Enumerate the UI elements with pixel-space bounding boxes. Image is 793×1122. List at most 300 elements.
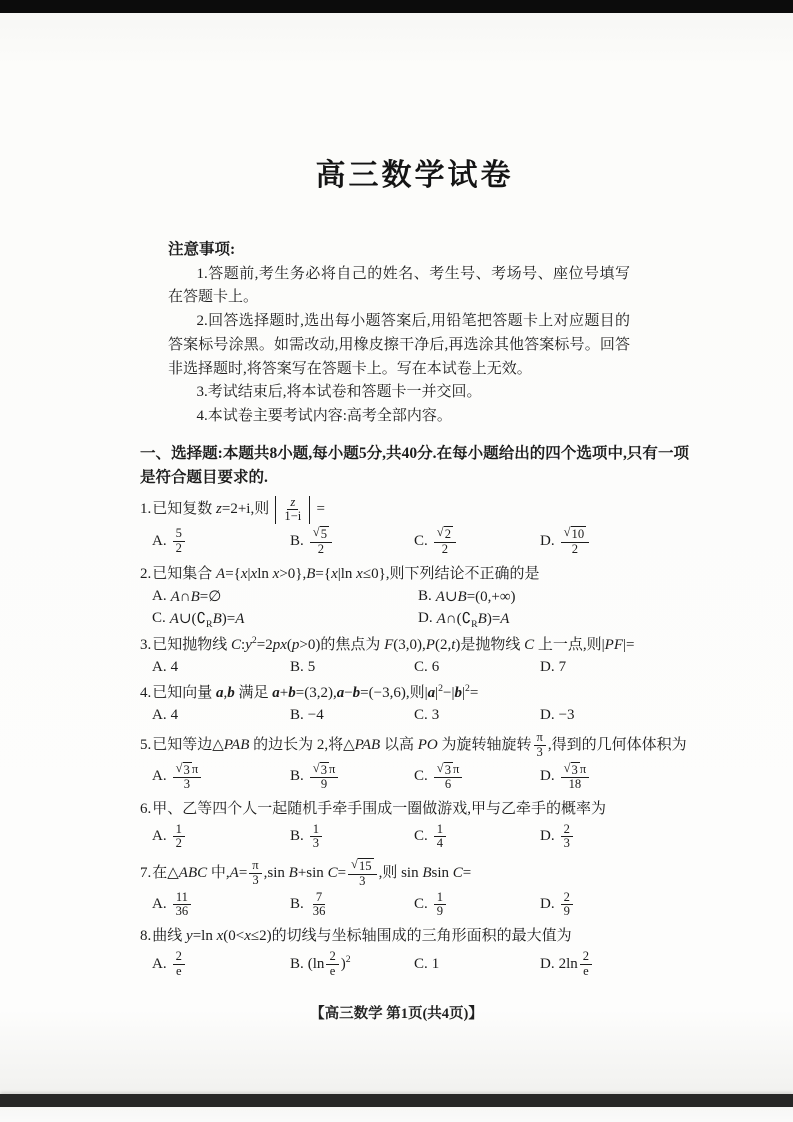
options-row [140,950,689,979]
math-text: 在△ [152,864,179,881]
math-text: 2 [317,541,325,556]
option-content [559,823,575,852]
math-variable: C [231,637,242,654]
option-D [540,762,689,792]
math-variable: B [477,611,487,628]
fraction [249,859,261,888]
math-text: >0}, [279,565,307,582]
question-number: 4. [140,685,152,702]
question-4 [140,683,689,724]
math-text: |ln [337,565,357,582]
question-stem-text [152,494,325,524]
math-text: 3 [320,762,327,777]
math-text: 1 [431,955,440,972]
fraction-numerator [310,762,339,778]
question-number: 7. [140,864,152,881]
math-variable: B [288,864,298,881]
sqrt-radical [564,762,580,777]
math-variable: z [216,501,222,518]
fraction [173,891,192,920]
option-label: B. [290,532,304,549]
radical-sign: √ [563,760,571,775]
math-variable: t [451,637,456,654]
math-text: 1 [175,821,182,836]
fraction-denominator [327,965,339,979]
fraction [434,823,446,852]
question-stem-text [152,928,571,944]
option-label: D. [540,896,555,913]
fraction-numerator [287,496,298,511]
math-text: − [344,685,353,702]
question-stem [140,926,689,948]
option-label: A. [152,828,167,845]
question-stem [140,683,689,705]
fraction [173,823,185,852]
question-stem [140,564,689,586]
options-row [140,526,689,556]
notice-item-1: 1.答题前,考生务必将自己的姓名、考生号、考场号、座位号填写在答题卡上。 [168,265,630,306]
math-variable: C [524,637,535,654]
option-label: D. [540,659,555,676]
radical-sign: √ [436,760,444,775]
math-text: = [316,501,325,518]
option-A [152,891,290,920]
math-text: 3 [183,777,191,792]
option-C [414,956,540,973]
notice-heading: 注意事项: [168,241,236,258]
superscript: 2 [438,683,443,695]
math-text: 9 [320,777,328,792]
math-text: (0< [223,928,245,945]
radical-sign: √ [175,760,183,775]
option-content [432,823,448,852]
math-text: )= [221,611,236,628]
question-stem-text [152,857,472,888]
math-variable: A [229,864,239,881]
option-content [308,707,324,724]
option-content [171,950,187,979]
math-text: 甲、乙等四个人一起随机手牵手围成一圈做游戏,甲与乙牵手的概率为 [152,800,607,817]
option-D [540,659,689,676]
option-label: C. [152,610,166,627]
question-stem [140,731,689,760]
math-text: 已知抛物线 [152,637,232,654]
math-variable: PO [417,736,438,753]
question-number: 3. [140,637,152,654]
option-D [540,891,689,920]
option-content [171,823,187,852]
option-content [171,659,179,676]
option-label: C. [414,955,428,972]
abs-bar [309,496,310,525]
fraction [561,891,573,920]
question-stem [140,799,689,821]
option-label: D. [418,610,433,627]
math-text: 2 [175,949,182,964]
question-stem [140,496,689,525]
math-vector: b [288,685,296,702]
fraction-denominator [173,965,185,979]
fraction-numerator [326,950,338,965]
fraction-numerator [173,762,202,778]
math-text: 2 [582,949,590,964]
math-text: >0)的焦点为 [299,637,385,654]
math-text: 9 [436,904,444,919]
option-D [418,609,689,631]
fraction [434,891,446,920]
math-variable: PAB [354,736,381,753]
math-text: 3 [359,873,366,888]
radical-sign: √ [312,760,320,775]
fraction-numerator [434,526,456,542]
math-text: 4 [170,706,179,723]
question-5 [140,731,689,792]
math-text: =(0,+∞) [466,589,516,606]
math-variable: x [244,928,251,945]
math-text: 5 [175,526,182,541]
fraction [281,496,304,525]
question-stem-text [152,637,634,653]
math-text: 4 [170,659,179,676]
fraction-denominator [173,542,185,556]
math-vector: a [427,685,436,702]
options-row [140,707,689,724]
option-content [169,609,245,631]
fraction-denominator [249,874,261,888]
math-text: =(−3,6),则| [360,685,428,702]
fraction-numerator [310,823,322,838]
math-text: 5 [307,659,316,676]
fraction [534,731,546,760]
fraction-numerator [173,950,185,965]
notice-item-2: 2.回答选择题时,选出每小题答案后,用铅笔把答题卡上对应题目的答案标号涂黑。如需改动,用橡皮擦干净后,再选涂其他答案标号。回答非选择题时,将答案写在答题卡上。写在本试卷上无效。 [168,313,630,377]
math-text: = [337,864,347,881]
math-variable: A [169,611,179,628]
option-A [152,587,418,606]
option-A [152,762,290,792]
question-3 [140,635,689,676]
math-text: 7 [315,889,323,904]
fraction [326,950,338,979]
option-label: B. [418,588,432,605]
options-row [140,891,689,920]
fraction-denominator [569,543,581,557]
math-variable: A [170,589,180,606]
fraction [434,762,463,792]
math-text: π [252,858,259,873]
math-text: +sin [297,864,328,881]
math-text: 1 [436,889,444,904]
fraction [348,858,377,888]
superscript: 2 [464,683,470,695]
math-variable: x [250,565,258,582]
option-C [414,891,540,920]
option-A [152,950,290,979]
math-variable: x [356,565,363,582]
abs-bar [275,496,276,525]
math-variable: B [190,589,200,606]
option-label: A. [152,955,167,972]
fraction-numerator [580,950,592,965]
math-text: 曲线 [152,928,187,945]
math-text: 已知集合 [152,565,217,582]
math-text: 2 [571,541,578,556]
option-content [559,707,575,724]
math-text: =2 [256,637,273,654]
option-label: A. [152,659,167,676]
options-row [140,823,689,852]
math-text: ( [307,955,313,972]
math-text: −4 [307,706,324,723]
option-label: A. [152,768,167,785]
option-content [559,526,592,556]
fraction [434,526,456,556]
question-number: 2. [140,565,152,582]
math-text: ∪ [444,589,458,606]
option-label: D. [540,532,555,549]
math-text: 5 [320,527,327,542]
math-variable: C [327,864,338,881]
question-2 [140,564,689,629]
math-vector: b [227,685,235,702]
math-text: ( [286,637,292,654]
fraction-denominator [534,746,546,760]
math-text: 2 [563,889,570,904]
math-variable: A [436,611,446,628]
fraction-denominator [439,543,451,557]
question-1 [140,496,689,557]
math-variable: B [212,611,222,628]
option-label: B. [290,828,304,845]
option-C [414,823,540,852]
sqrt-radical [351,858,374,873]
fraction [173,950,185,979]
math-text: ,sin [263,864,289,881]
option-label: D. [540,955,555,972]
math-text: = [238,864,248,881]
math-text: 3 [183,762,190,777]
math-text: π [452,762,460,777]
fraction-numerator [534,731,546,746]
sqrt-radical [437,526,453,541]
math-text: 2 [444,527,451,542]
math-text: 1 [436,821,444,836]
option-label: D. [540,828,555,845]
math-text: 2 [175,836,182,851]
option-C [414,707,540,724]
question-7 [140,858,689,919]
math-variable: x [240,565,248,582]
math-variable: PF [604,637,623,654]
math-text: 为旋转轴旋转 [437,736,532,753]
option-label: C. [414,532,428,549]
math-text: 3 [252,872,259,887]
option-content [308,762,341,792]
options-row [140,762,689,792]
option-B [418,587,689,606]
math-text: =2+i,则 [221,501,270,518]
math-text: ={ [225,565,241,582]
radicand [571,762,580,777]
question-stem-text [152,729,687,759]
question-stem [140,635,689,657]
math-variable: x [331,565,338,582]
math-text: 15 [358,859,372,874]
option-content [436,587,516,606]
math-text: ,得到的几何体体积为 [547,736,687,753]
math-text: 中, [207,864,230,881]
option-content [559,659,567,676]
math-variable: px [272,637,287,654]
page-title: 高三数学试卷 [315,159,514,192]
math-text: |= [622,637,635,654]
math-text: 10 [571,527,585,542]
math-variable: B [306,565,316,582]
option-content [308,950,351,979]
math-text: )是抛物线 [455,637,525,654]
option-B [290,950,414,979]
fraction-denominator [566,778,585,792]
option-B [290,707,414,724]
subscript: R [206,619,213,631]
math-variable: A [435,589,445,606]
radicand [444,526,453,541]
option-content [432,659,440,676]
math-text: π [191,762,199,777]
question-6 [140,799,689,851]
math-text: 18 [568,777,582,792]
option-label: D. [540,768,555,785]
fraction-numerator [434,891,446,906]
question-number: 1. [140,501,152,518]
math-text: =(3,2), [295,685,337,702]
math-text: , [223,685,228,702]
math-text: 1 [312,821,320,836]
math-text: 已知向量 [152,685,217,702]
math-variable: A [235,611,245,628]
radical-sign: √ [312,525,320,540]
math-variable: PAB [223,736,250,753]
option-C [414,659,540,676]
fraction-numerator [434,823,446,838]
math-text: 3 [312,836,320,851]
fraction-numerator [310,526,332,542]
fraction-numerator [173,823,185,838]
option-label: C. [414,768,428,785]
math-text: 1−i [284,509,302,524]
math-text: 2ln [558,955,578,972]
question-number: 5. [140,736,152,753]
fraction [561,762,590,792]
fraction-numerator [561,762,590,778]
option-A [152,823,290,852]
radical-sign: √ [563,525,571,540]
math-text: =ln [192,928,217,945]
math-variable: C [452,864,463,881]
sqrt-radical [176,762,192,777]
fraction [310,762,339,792]
math-text: π [328,762,336,777]
math-text: 11 [175,889,188,904]
math-text: ∩(∁ [445,611,472,628]
question-number: 6. [140,800,152,817]
option-label: A. [152,896,167,913]
fraction [310,823,322,852]
math-text: 6 [444,777,452,792]
fraction-denominator [561,837,573,851]
options-row [140,587,689,631]
fraction-numerator [434,762,463,778]
math-text: = [469,685,479,702]
option-B [290,891,414,920]
math-text: =∅ [199,589,222,606]
option-B [290,762,414,792]
math-text: 3 [563,836,570,851]
math-variable: ABC [178,864,208,881]
math-text: π [579,762,587,777]
option-content [171,707,179,724]
math-text: 36 [312,904,326,919]
fraction-denominator [580,965,592,979]
superscript: 2 [345,953,351,965]
math-text: | [461,685,465,702]
option-content [171,891,194,920]
math-text: −| [442,685,455,702]
option-label: B. [290,955,304,972]
math-text: −3 [558,706,575,723]
fraction-denominator [356,875,368,889]
option-C [414,526,540,556]
math-text: ∪(∁ [178,611,207,628]
option-content [432,956,440,973]
math-vector: a [216,685,224,702]
math-text: 2 [563,821,570,836]
math-variable: x [216,928,224,945]
question-8 [140,926,689,978]
math-text: 4 [436,836,444,851]
option-content [436,609,510,631]
fraction-numerator [173,527,185,542]
superscript: 2 [251,635,257,647]
option-content [559,891,575,920]
option-label: A. [152,588,167,605]
math-text: (2, [434,637,452,654]
fraction-denominator [173,905,192,919]
fraction-numerator [313,891,325,906]
option-D [540,823,689,852]
fraction-numerator [173,891,191,906]
math-variable: A [216,565,226,582]
math-text: )= [486,611,501,628]
math-text: 满足 [234,685,273,702]
math-text: ≤2)的切线与坐标轴围成的三角形面积的最大值为 [250,928,572,945]
option-D [540,950,689,979]
option-content [432,891,448,920]
option-label: A. [152,532,167,549]
math-text: 3 [536,744,543,759]
math-text: 6 [431,659,440,676]
option-content [432,526,458,556]
math-text: 2 [175,540,182,555]
option-content [308,526,334,556]
radical-sign: √ [351,857,358,872]
options-row [140,659,689,676]
math-variable: B [457,589,467,606]
math-variable: x [272,565,280,582]
absolute-value [272,496,313,525]
fraction-numerator [249,859,261,874]
math-vector: a [336,685,345,702]
